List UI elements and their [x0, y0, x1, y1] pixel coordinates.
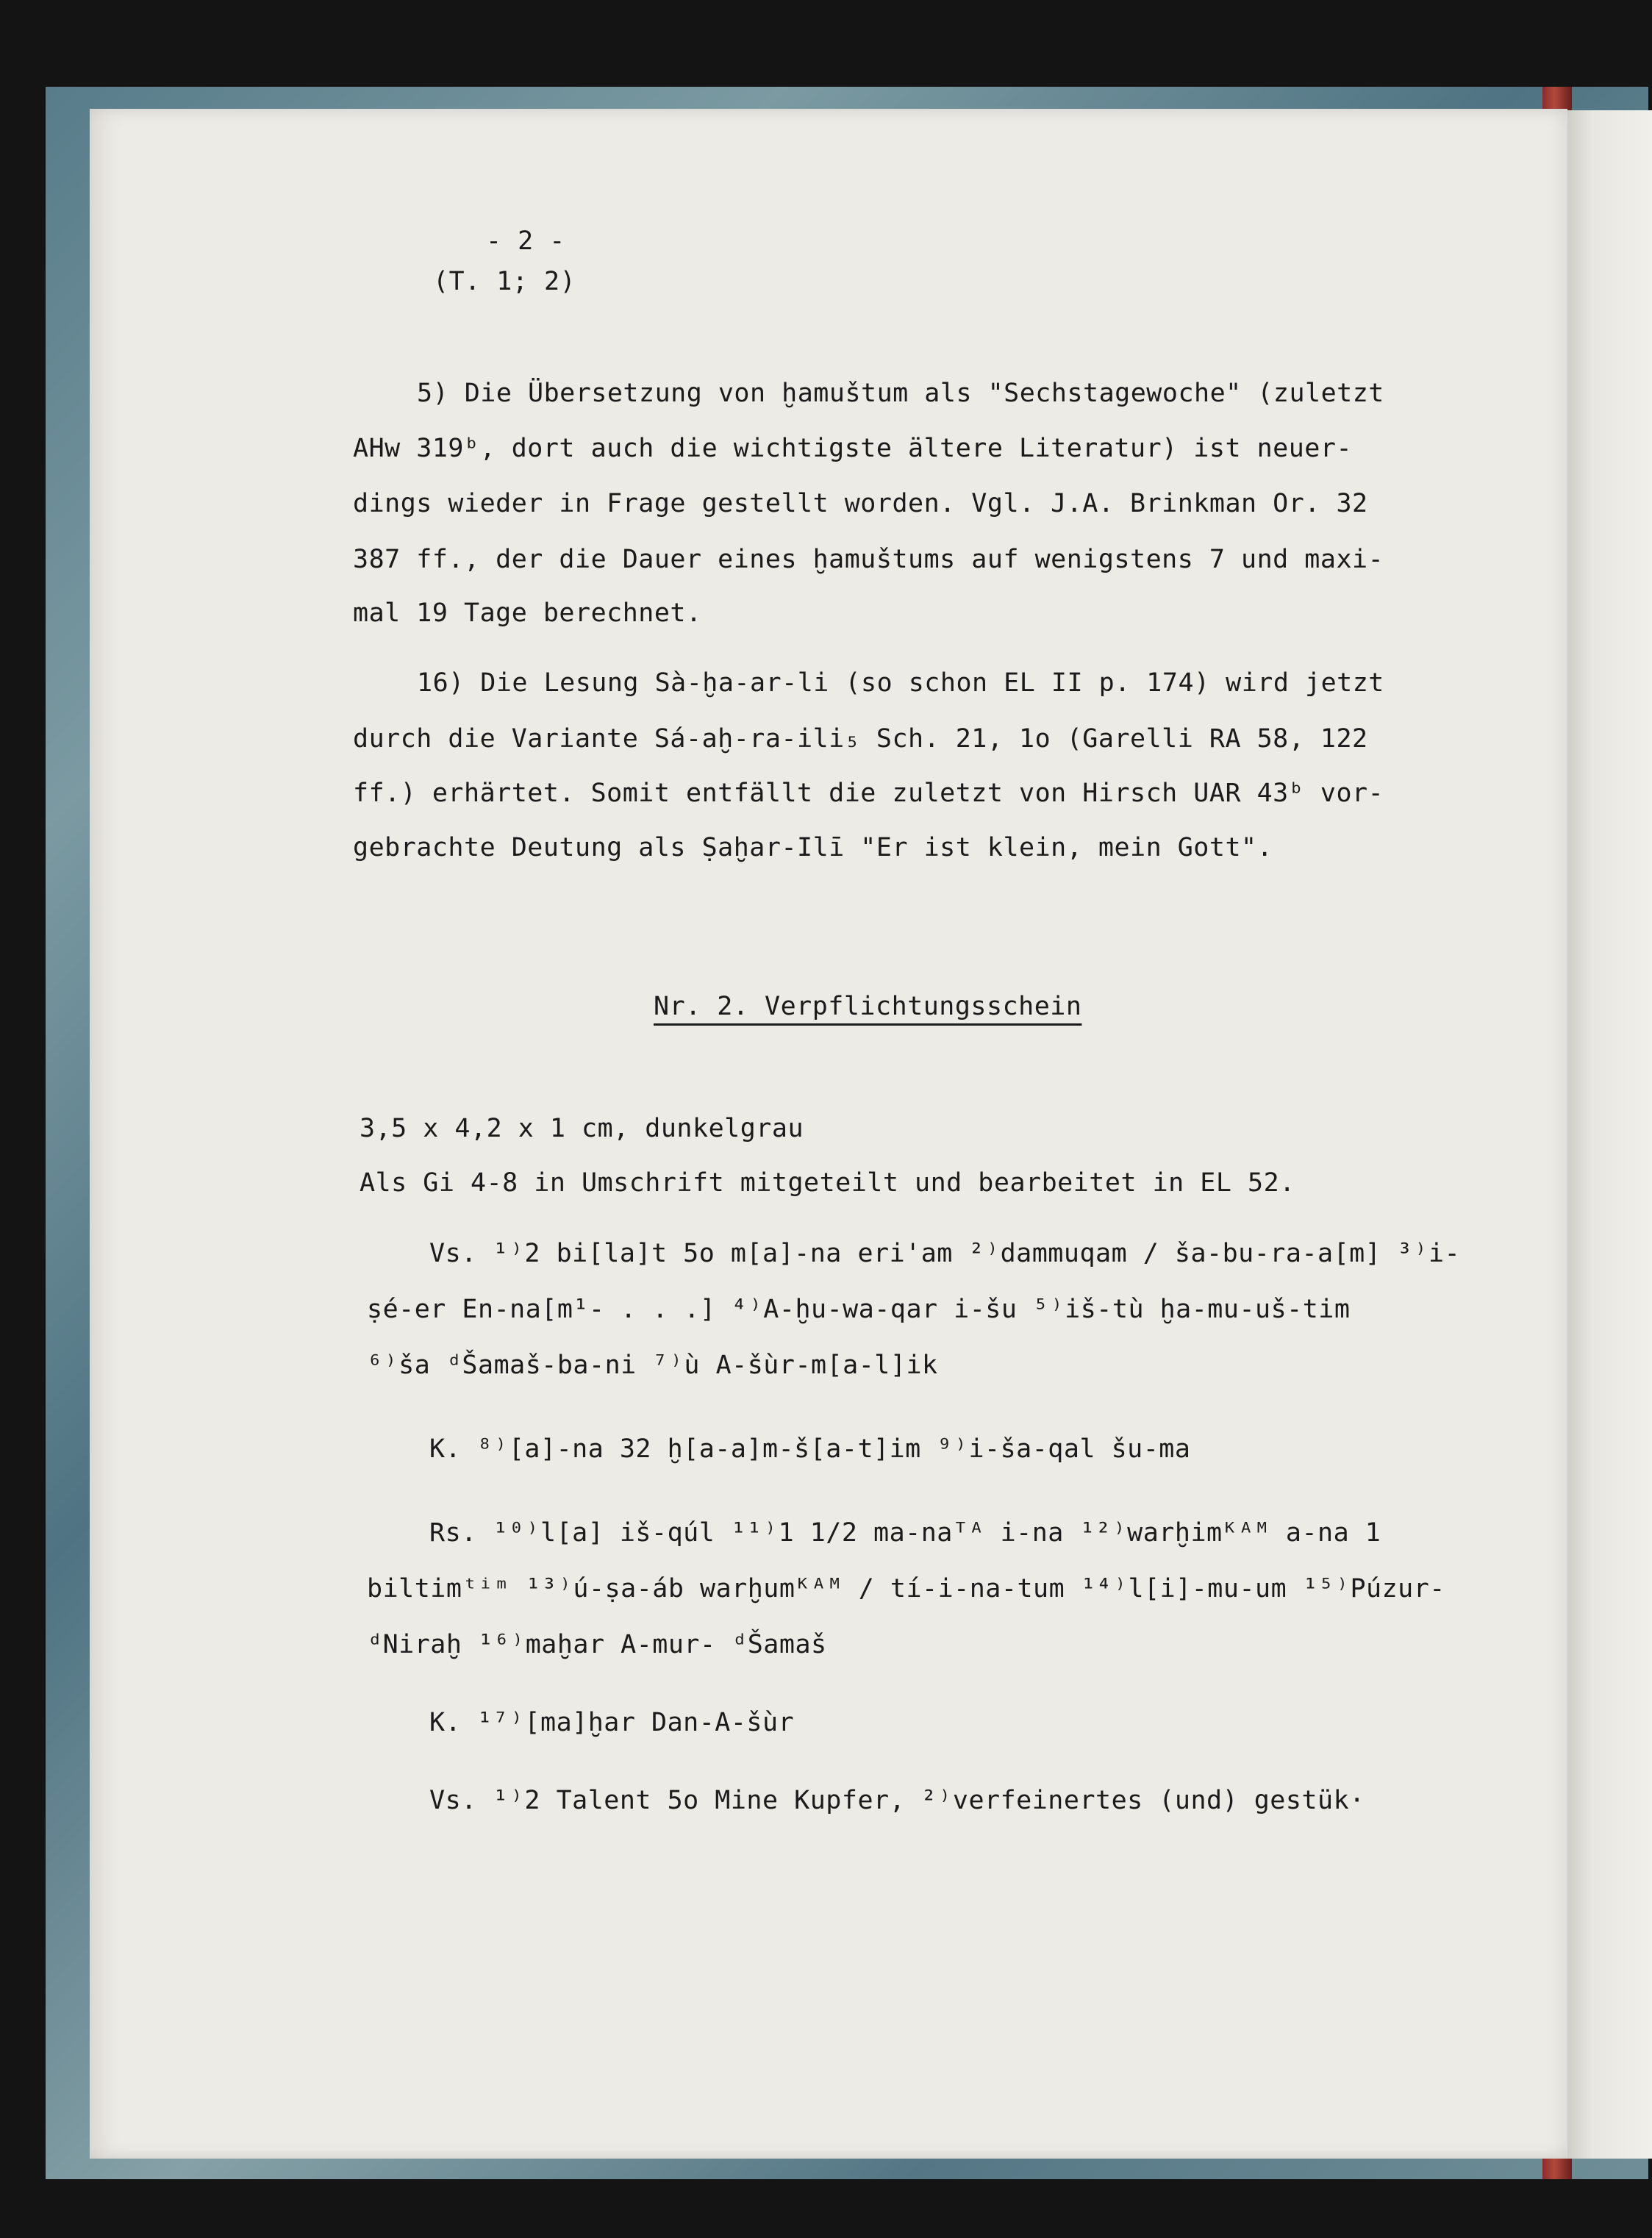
- section-heading: Nr. 2. Verpflichtungsschein: [654, 992, 1082, 1021]
- facing-page-edge: [1567, 110, 1652, 2159]
- obverse-line-1: Vs. ¹⁾2 bi[la]t 5o m[a]-na eri'am ²⁾dammuqam / ša-bu-ra-a[m] ³⁾i-: [429, 1239, 1461, 1268]
- reverse-line-2: biltimᵗⁱᵐ ¹³⁾ú-ṣa-áb warḫumᴷᴬᴹ / tí-i-na-tum ¹⁴⁾l[i]-mu-um ¹⁵⁾Púzur-: [367, 1574, 1445, 1604]
- edge-line-2: K. ¹⁷⁾[ma]ḫar Dan-A-šùr: [429, 1708, 795, 1737]
- note-5-line-1: 5) Die Übersetzung von ḫamuštum als "Sechstagewoche" (zuletzt: [417, 379, 1384, 408]
- obverse-line-2: ṣé-er En-na[m¹- . . .] ⁴⁾A-ḫu-wa-qar i-šu ⁵⁾iš-tù ḫa-mu-uš-tim: [367, 1295, 1351, 1324]
- note-5-line-4: 387 ff., der die Dauer eines ḫamuštums auf wenigstens 7 und maxi-: [353, 545, 1384, 574]
- note-16-line-2: durch die Variante Sá-aḫ-ra-ili₅ Sch. 21, 1o (Garelli RA 58, 122: [353, 724, 1368, 754]
- note-16-line-3: ff.) erhärtet. Somit entfällt die zuletzt von Hirsch UAR 43ᵇ vor-: [353, 779, 1384, 808]
- reverse-line-3: ᵈNiraḫ ¹⁶⁾maḫar A-mur- ᵈŠamaš: [367, 1630, 827, 1659]
- obverse-line-3: ⁶⁾ša ᵈŠamaš-ba-ni ⁷⁾ù A-šùr-m[a-l]ik: [367, 1351, 938, 1380]
- document-page: [90, 109, 1567, 2159]
- translation-obverse-line-1: Vs. ¹⁾2 Talent 5o Mine Kupfer, ²⁾verfeinertes (und) gestük·: [429, 1786, 1365, 1815]
- publication-note: Als Gi 4-8 in Umschrift mitgeteilt und bearbeitet in EL 52.: [360, 1168, 1295, 1198]
- note-5-line-5: mal 19 Tage berechnet.: [353, 598, 702, 628]
- edge-line-1: K. ⁸⁾[a]-na 32 ḫ[a-a]m-š[a-t]im ⁹⁾i-ša-qal šu-ma: [429, 1434, 1191, 1464]
- note-16-line-1: 16) Die Lesung Sà-ḫa-ar-li (so schon EL II p. 174) wird jetzt: [417, 668, 1384, 698]
- reverse-line-1: Rs. ¹⁰⁾l[a] iš-qúl ¹¹⁾1 1/2 ma-naᵀᴬ i-na ¹²⁾warḫimᴷᴬᴹ a-na 1: [429, 1518, 1381, 1548]
- tablet-dimensions: 3,5 x 4,2 x 1 cm, dunkelgrau: [360, 1114, 804, 1143]
- page-number: - 2 -: [486, 226, 565, 256]
- page-reference: (T. 1; 2): [433, 267, 576, 296]
- note-5-line-3: dings wieder in Frage gestellt worden. Vgl. J.A. Brinkman Or. 32: [353, 489, 1368, 518]
- note-16-line-4: gebrachte Deutung als Ṣaḫar-Ilī "Er ist klein, mein Gott".: [353, 833, 1273, 862]
- note-5-line-2: AHw 319ᵇ, dort auch die wichtigste ältere Literatur) ist neuer-: [353, 434, 1353, 463]
